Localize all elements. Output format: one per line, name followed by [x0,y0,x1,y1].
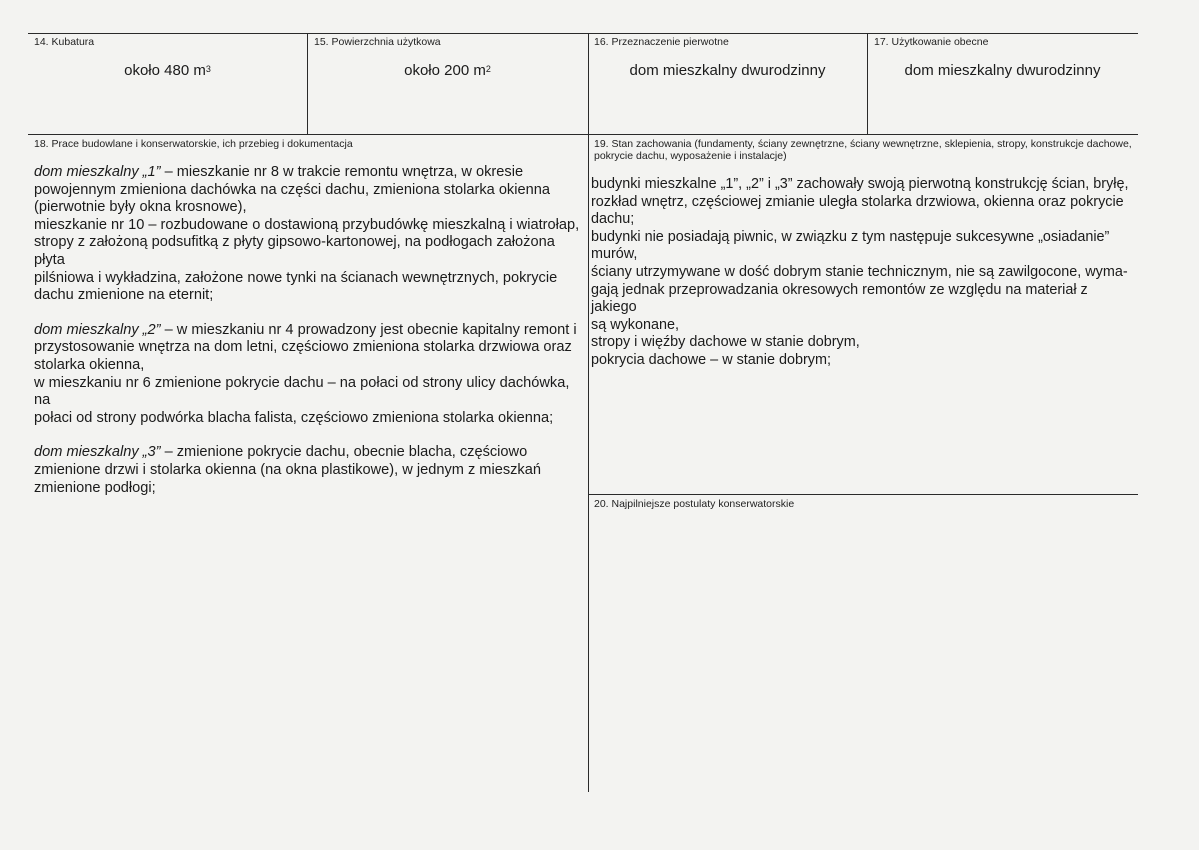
text-line: stropy i więźby dachowe w stanie dobrym, [591,334,860,351]
text-line: w mieszkaniu nr 6 zmienione pokrycie dachu – na połaci od strony ulicy dachówka, na [34,374,570,409]
text-line: gają jednak przeprowadzania okresowych remontów ze względu na materiał z jakiego [591,281,1088,316]
field-18-label: 18. Prace budowlane i konserwatorskie, ich przebieg i dokumentacja [34,138,353,150]
text-line: dachu zmienione na eternit; [34,287,214,304]
field-20-label: 20. Najpilniejsze postulaty konserwatorskie [594,498,795,510]
text-line: (pierwotnie były okna krosnowe), [34,199,247,216]
text-line: budynki mieszkalne „1”, „2” i „3” zachowały swoją pierwotną konstrukcję ścian, bryłę, [591,176,1129,192]
building-1-paragraph [34,164,582,305]
text-line [34,164,582,182]
col-divider-14-15 [307,33,308,134]
field-15-value-text: około 200 m [404,62,486,79]
text-line [34,322,582,340]
building-1-heading: dom mieszkalny „1” [34,164,161,180]
building-2-paragraph [34,322,582,428]
text-line: murów, [591,246,638,263]
col-divider-15-16 [588,33,589,134]
field-16-label: 16. Przeznaczenie pierwotne [594,36,729,48]
building-2-heading: dom mieszkalny „2” [34,321,161,338]
field-17-value: dom mieszkalny dwurodzinny [904,62,1101,79]
text-line: połaci od strony podwórka blacha falista, częściowo zmieniona stolarka okienna; [34,409,554,426]
text-line-part: – w mieszkaniu nr 4 prowadzony jest obecnie kapitalny remont i [160,321,577,338]
text-line: rozkład wnętrz, częściowej zmianie uległa stolarka drzwiowa, okienna oraz pokrycie [591,193,1124,210]
text-line: zmienione podłogi; [34,479,156,496]
text-line-part: – mieszkanie nr 8 w trakcie remontu wnętrza, w okresie [160,164,524,180]
text-line: mieszkanie nr 10 – rozbudowane o dostawioną przybudówkę mieszkalną i wiatrołap, [34,216,580,233]
field-15-unit-exponent: 2 [485,64,491,74]
field-14-unit-exponent: 3 [205,64,211,74]
text-line: stropy z założoną podsufitką z płyty gipsowo-kartonowej, na podłogach założona płyta [34,234,555,268]
text-line: budynki nie posiadają piwnic, w związku z tym następuje sukcesywne „osiadanie” [591,228,1110,245]
text-line: stolarka okienna, [34,356,145,373]
field-15-label: 15. Powierzchnia użytkowa [314,36,441,48]
text-line: powojennym zmieniona dachówka na części dachu, zmieniona stolarka okienna [34,181,550,198]
text-line: pilśniowa i wykładzina, założone nowe tynki na ścianach wewnętrznych, pokrycie [34,269,558,286]
text-line: są wykonane, [591,316,679,333]
section-19-20-divider [588,494,1138,495]
building-3-paragraph [34,444,582,497]
building-3-heading: dom mieszkalny „3” [34,444,161,461]
field-19-content [591,176,1136,370]
field-19-label: 19. Stan zachowania (fundamenty, ściany zewnętrzne, ściany wewnętrzne, sklepienia, stropy, konstrukcje dachowe, pokrycie dachu, wyposażenie i instalacje) [594,138,1132,162]
text-line: dachu; [591,211,635,228]
field-17-label: 17. Użytkowanie obecne [874,36,989,48]
field-16-value: dom mieszkalny dwurodzinny [629,62,826,79]
text-line: pokrycia dachowe – w stanie dobrym; [591,351,831,368]
col-divider-18-19 [588,134,589,792]
row-divider [28,134,1138,135]
field-14-value [28,62,307,80]
text-line: przystosowanie wnętrza na dom letni, częściowo zmieniona stolarka drzwiowa oraz [34,339,572,356]
text-line: ściany utrzymywane w dość dobrym stanie technicznym, nie są zawilgocone, wyma- [591,263,1128,280]
field-18-content [34,164,582,514]
col-divider-16-17 [867,33,868,134]
text-line-part: – zmienione pokrycie dachu, obecnie blacha, częściowo [160,444,528,461]
field-15-value [307,62,588,80]
text-line [34,444,582,462]
field-14-label: 14. Kubatura [34,36,95,48]
text-line: zmienione drzwi i stolarka okienna (na okna plastikowe), w jednym z mieszkań [34,461,541,478]
top-rule [28,33,1138,34]
field-14-value-text: około 480 m [124,62,206,79]
